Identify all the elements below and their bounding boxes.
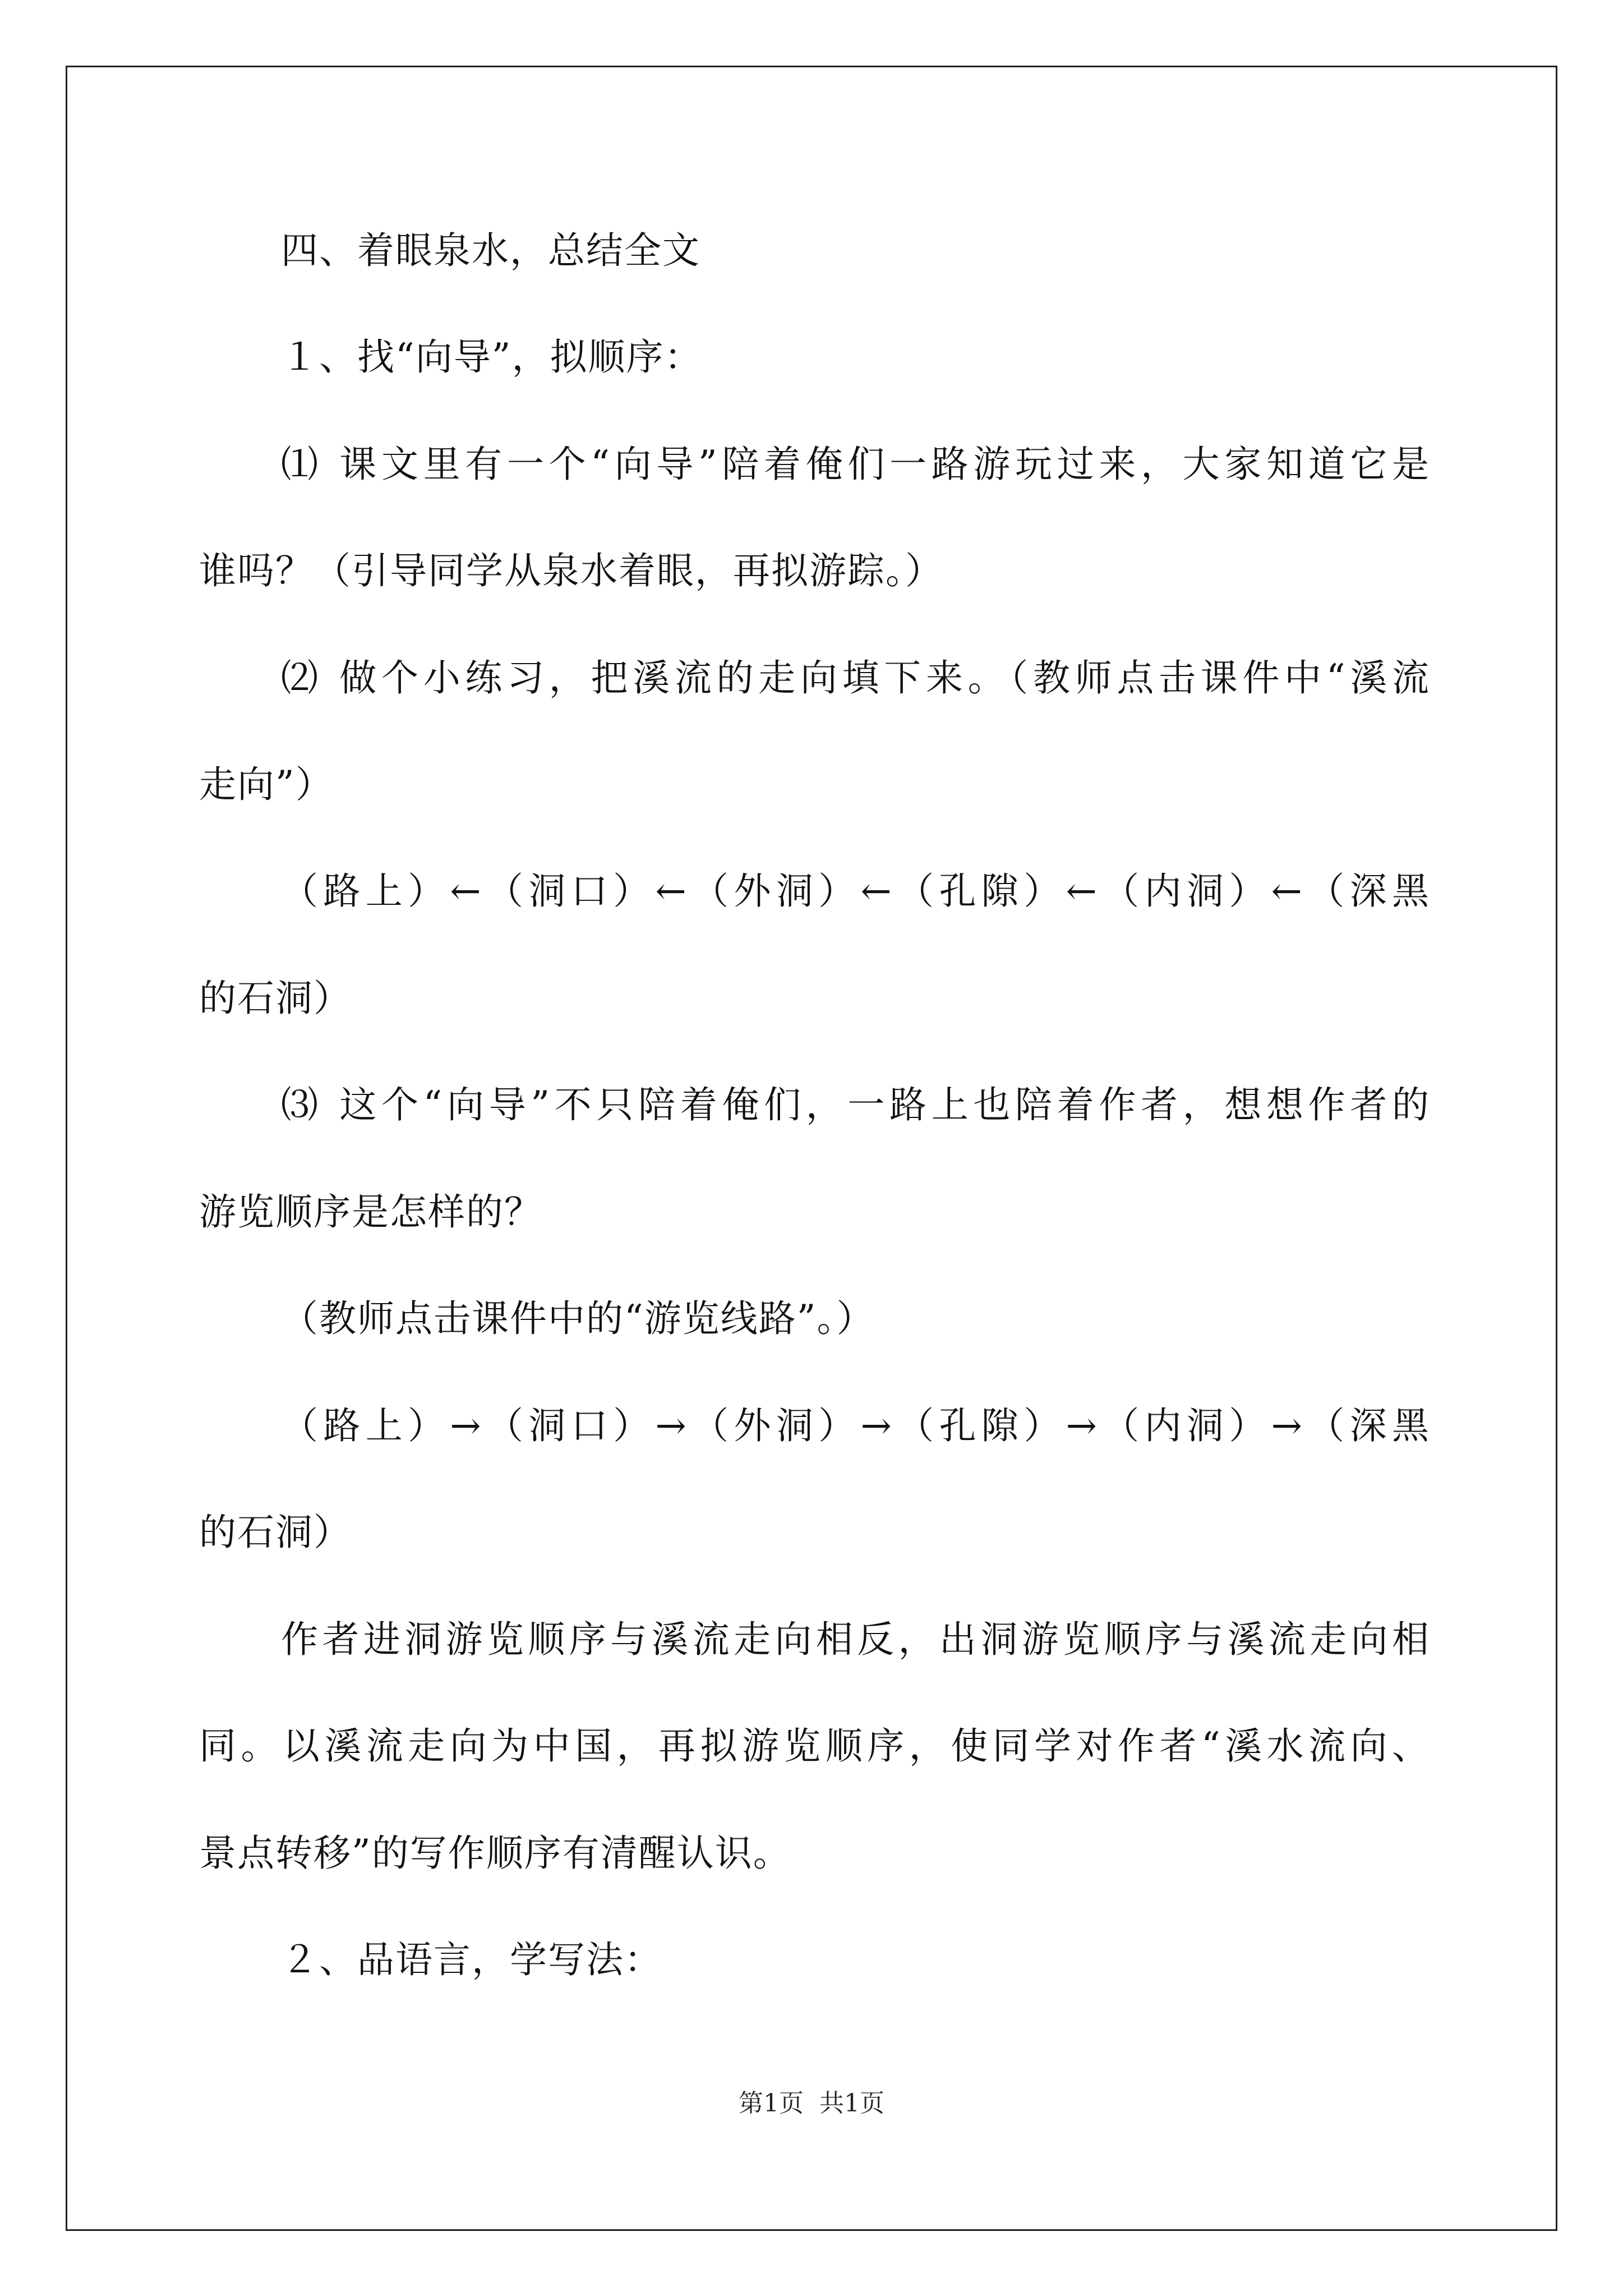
- paragraph-line: 景点转移”的写作顺序有清醒认识。: [199, 1832, 791, 1875]
- page-footer: [0, 2088, 1623, 2119]
- paragraph-line: 同。以溪流走向为中国，再拟游览顺序，使同学对作者“溪水流向、: [199, 1724, 1430, 1768]
- paragraph-line: 谁吗？（引导同学从泉水着眼，再拟游踪。）: [199, 549, 943, 592]
- page-border: [66, 66, 1557, 2231]
- flow-sequence-reverse: （路上）←（洞口）←（外洞）←（孔隙）←（内洞）←（深黑: [281, 869, 1430, 913]
- paragraph-line: ⑶ 这个“向导”不只陪着俺们，一路上也陪着作者，想想作者的: [281, 1083, 1430, 1126]
- subsection-heading-2: ２、品语言，学写法：: [281, 1938, 662, 1981]
- paragraph-line: ⑴ 课文里有一个“向导”陪着俺们一路游玩过来，大家知道它是: [281, 443, 1430, 486]
- section-heading: 四、着眼泉水，总结全文: [281, 229, 700, 272]
- flow-sequence-forward: （路上）→（洞口）→（外洞）→（孔隙）→（内洞）→（深黑: [281, 1404, 1430, 1447]
- paragraph-line: 走向”）: [199, 763, 334, 806]
- paragraph-line: ⑵ 做个小练习，把溪流的走向填下来。（教师点击课件中“溪流: [281, 656, 1430, 700]
- paragraph-line: （教师点击课件中的“游览线路”。）: [281, 1297, 875, 1340]
- paragraph-line: 的石洞）: [199, 977, 352, 1020]
- paragraph-line: 的石洞）: [199, 1511, 352, 1554]
- paragraph-line: 游览顺序是怎样的？: [199, 1190, 542, 1234]
- page-number-current: 第1页: [739, 2089, 804, 2118]
- page-number-total: 共1页: [819, 2089, 884, 2118]
- subsection-heading-1: １、找“向导”，拟顺序：: [281, 335, 703, 379]
- paragraph-line: 作者进洞游览顺序与溪流走向相反，出洞游览顺序与溪流走向相: [281, 1618, 1430, 1661]
